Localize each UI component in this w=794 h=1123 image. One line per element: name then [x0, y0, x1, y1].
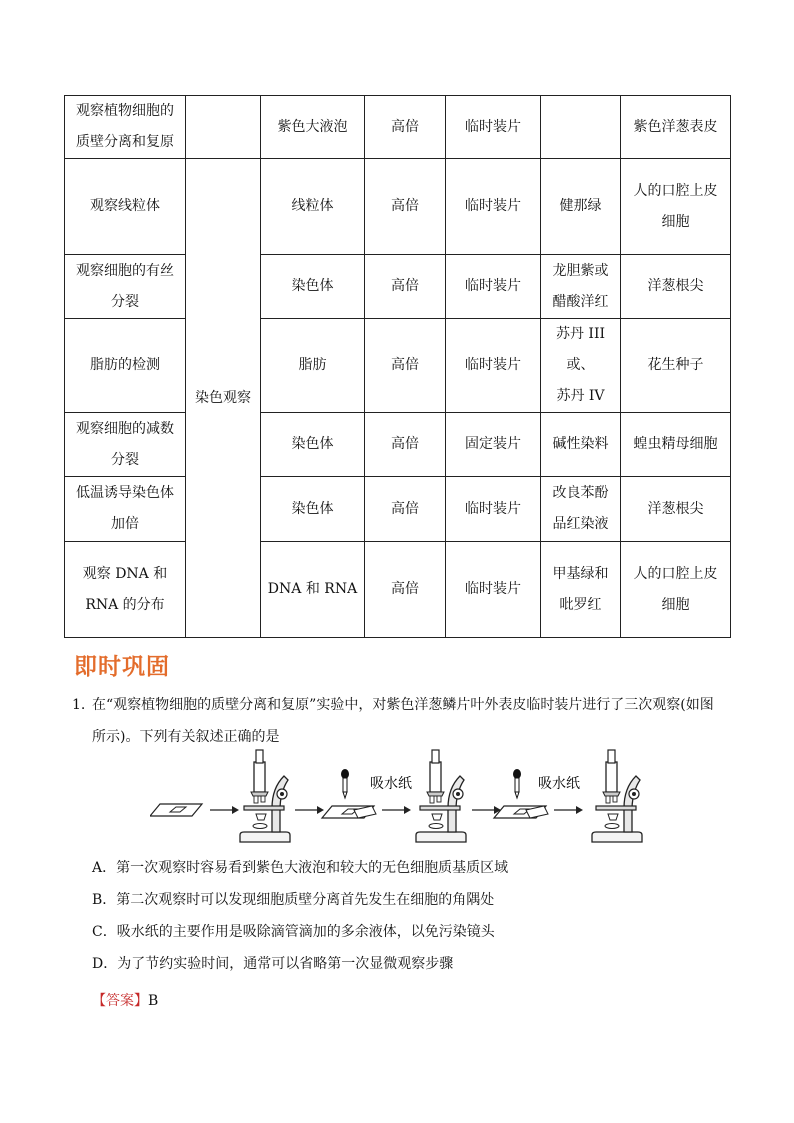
microscope-2 [416, 750, 466, 842]
microscope-1 [240, 750, 290, 842]
cell-magnification: 高倍 [365, 255, 446, 319]
cell-object: 染色体 [261, 477, 365, 542]
cell-material: 蝗虫精母细胞 [621, 413, 731, 477]
cell-slide: 临时装片 [446, 542, 541, 638]
cell-stain: 甲基绿和 吡罗红 [541, 542, 621, 638]
cell-magnification: 高倍 [365, 477, 446, 542]
cell-experiment: 观察细胞的减数 分裂 [65, 413, 186, 477]
cell-object: 染色体 [261, 255, 365, 319]
question-number: 1. [72, 697, 86, 713]
cell-stain: 龙胆紫或 醋酸洋红 [541, 255, 621, 319]
table-row [65, 542, 731, 638]
answer-line [92, 990, 158, 1010]
dropper-2 [513, 769, 521, 798]
section-title: 即时巩固 [74, 654, 170, 680]
cell-experiment: 观察植物细胞的 质壁分离和复原 [65, 96, 186, 159]
table-row [65, 96, 731, 159]
cell-material: 花生种子 [621, 319, 731, 413]
option-c: C．吸水纸的主要作用是吸除滴管滴加的多余液体，以免污染镜头 [92, 924, 495, 940]
arrow-3 [382, 806, 411, 814]
cell-magnification: 高倍 [365, 159, 446, 255]
figure-label-1: 吸水纸 [370, 776, 412, 792]
cell-magnification: 高倍 [365, 542, 446, 638]
cell-experiment: 观察 DNA 和 RNA 的分布 [65, 542, 186, 638]
table-row [65, 319, 731, 413]
experiment-figure [150, 748, 670, 848]
cell-magnification: 高倍 [365, 319, 446, 413]
cell-stain: 改良苯酚 品红染液 [541, 477, 621, 542]
answer-value: B [148, 993, 159, 1009]
cell-magnification: 高倍 [365, 413, 446, 477]
cell-experiment: 低温诱导染色体 加倍 [65, 477, 186, 542]
cell-slide: 临时装片 [446, 477, 541, 542]
cell-method-merged: 染色观察 [186, 159, 261, 638]
cell-material: 紫色洋葱表皮 [621, 96, 731, 159]
table-row [65, 255, 731, 319]
question-stem-line2: 所示)。下列有关叙述正确的是 [92, 729, 280, 745]
cell-experiment: 脂肪的检测 [65, 319, 186, 413]
experiment-table [64, 95, 731, 638]
cell-stain: 碱性染料 [541, 413, 621, 477]
table-row [65, 477, 731, 542]
cell-material: 洋葱根尖 [621, 255, 731, 319]
cell-object: 染色体 [261, 413, 365, 477]
cell-object: 脂肪 [261, 319, 365, 413]
cell-method-empty [186, 96, 261, 159]
cell-experiment: 观察细胞的有丝 分裂 [65, 255, 186, 319]
cell-material: 洋葱根尖 [621, 477, 731, 542]
option-a: A．第一次观察时容易看到紫色大液泡和较大的无色细胞质基质区域 [92, 860, 509, 876]
arrow-2 [295, 806, 324, 814]
arrow-5 [554, 806, 583, 814]
arrow-4 [472, 806, 501, 814]
option-d: D．为了节约实验时间，通常可以省略第一次显微观察步骤 [92, 956, 454, 972]
cell-object: DNA 和 RNA [261, 542, 365, 638]
cell-stain: 健那绿 [541, 159, 621, 255]
cell-slide: 临时装片 [446, 96, 541, 159]
cell-experiment: 观察线粒体 [65, 159, 186, 255]
arrow-1 [210, 806, 239, 814]
cell-magnification: 高倍 [365, 96, 446, 159]
answer-tag: 【答案】 [92, 993, 148, 1009]
slide-1 [150, 804, 202, 816]
figure-label-2: 吸水纸 [538, 776, 580, 792]
table-row [65, 159, 731, 255]
cell-slide: 临时装片 [446, 319, 541, 413]
table-row [65, 413, 731, 477]
option-b: B．第二次观察时可以发现细胞质壁分离首先发生在细胞的角隅处 [92, 892, 495, 908]
cell-stain [541, 96, 621, 159]
cell-slide: 临时装片 [446, 255, 541, 319]
microscope-3 [592, 750, 642, 842]
cell-slide: 固定装片 [446, 413, 541, 477]
cell-stain: 苏丹 III或、 苏丹 IV [541, 319, 621, 413]
cell-object: 线粒体 [261, 159, 365, 255]
cell-slide: 临时装片 [446, 159, 541, 255]
dropper-1 [341, 769, 349, 798]
cell-material: 人的口腔上皮 细胞 [621, 542, 731, 638]
question-stem [72, 689, 742, 753]
cell-object: 紫色大液泡 [261, 96, 365, 159]
cell-material: 人的口腔上皮 细胞 [621, 159, 731, 255]
question-stem-line1: 在“观察植物细胞的质壁分离和复原”实验中，对紫色洋葱鳞片叶外表皮临时装片进行了三次观察(如图 [92, 697, 714, 713]
